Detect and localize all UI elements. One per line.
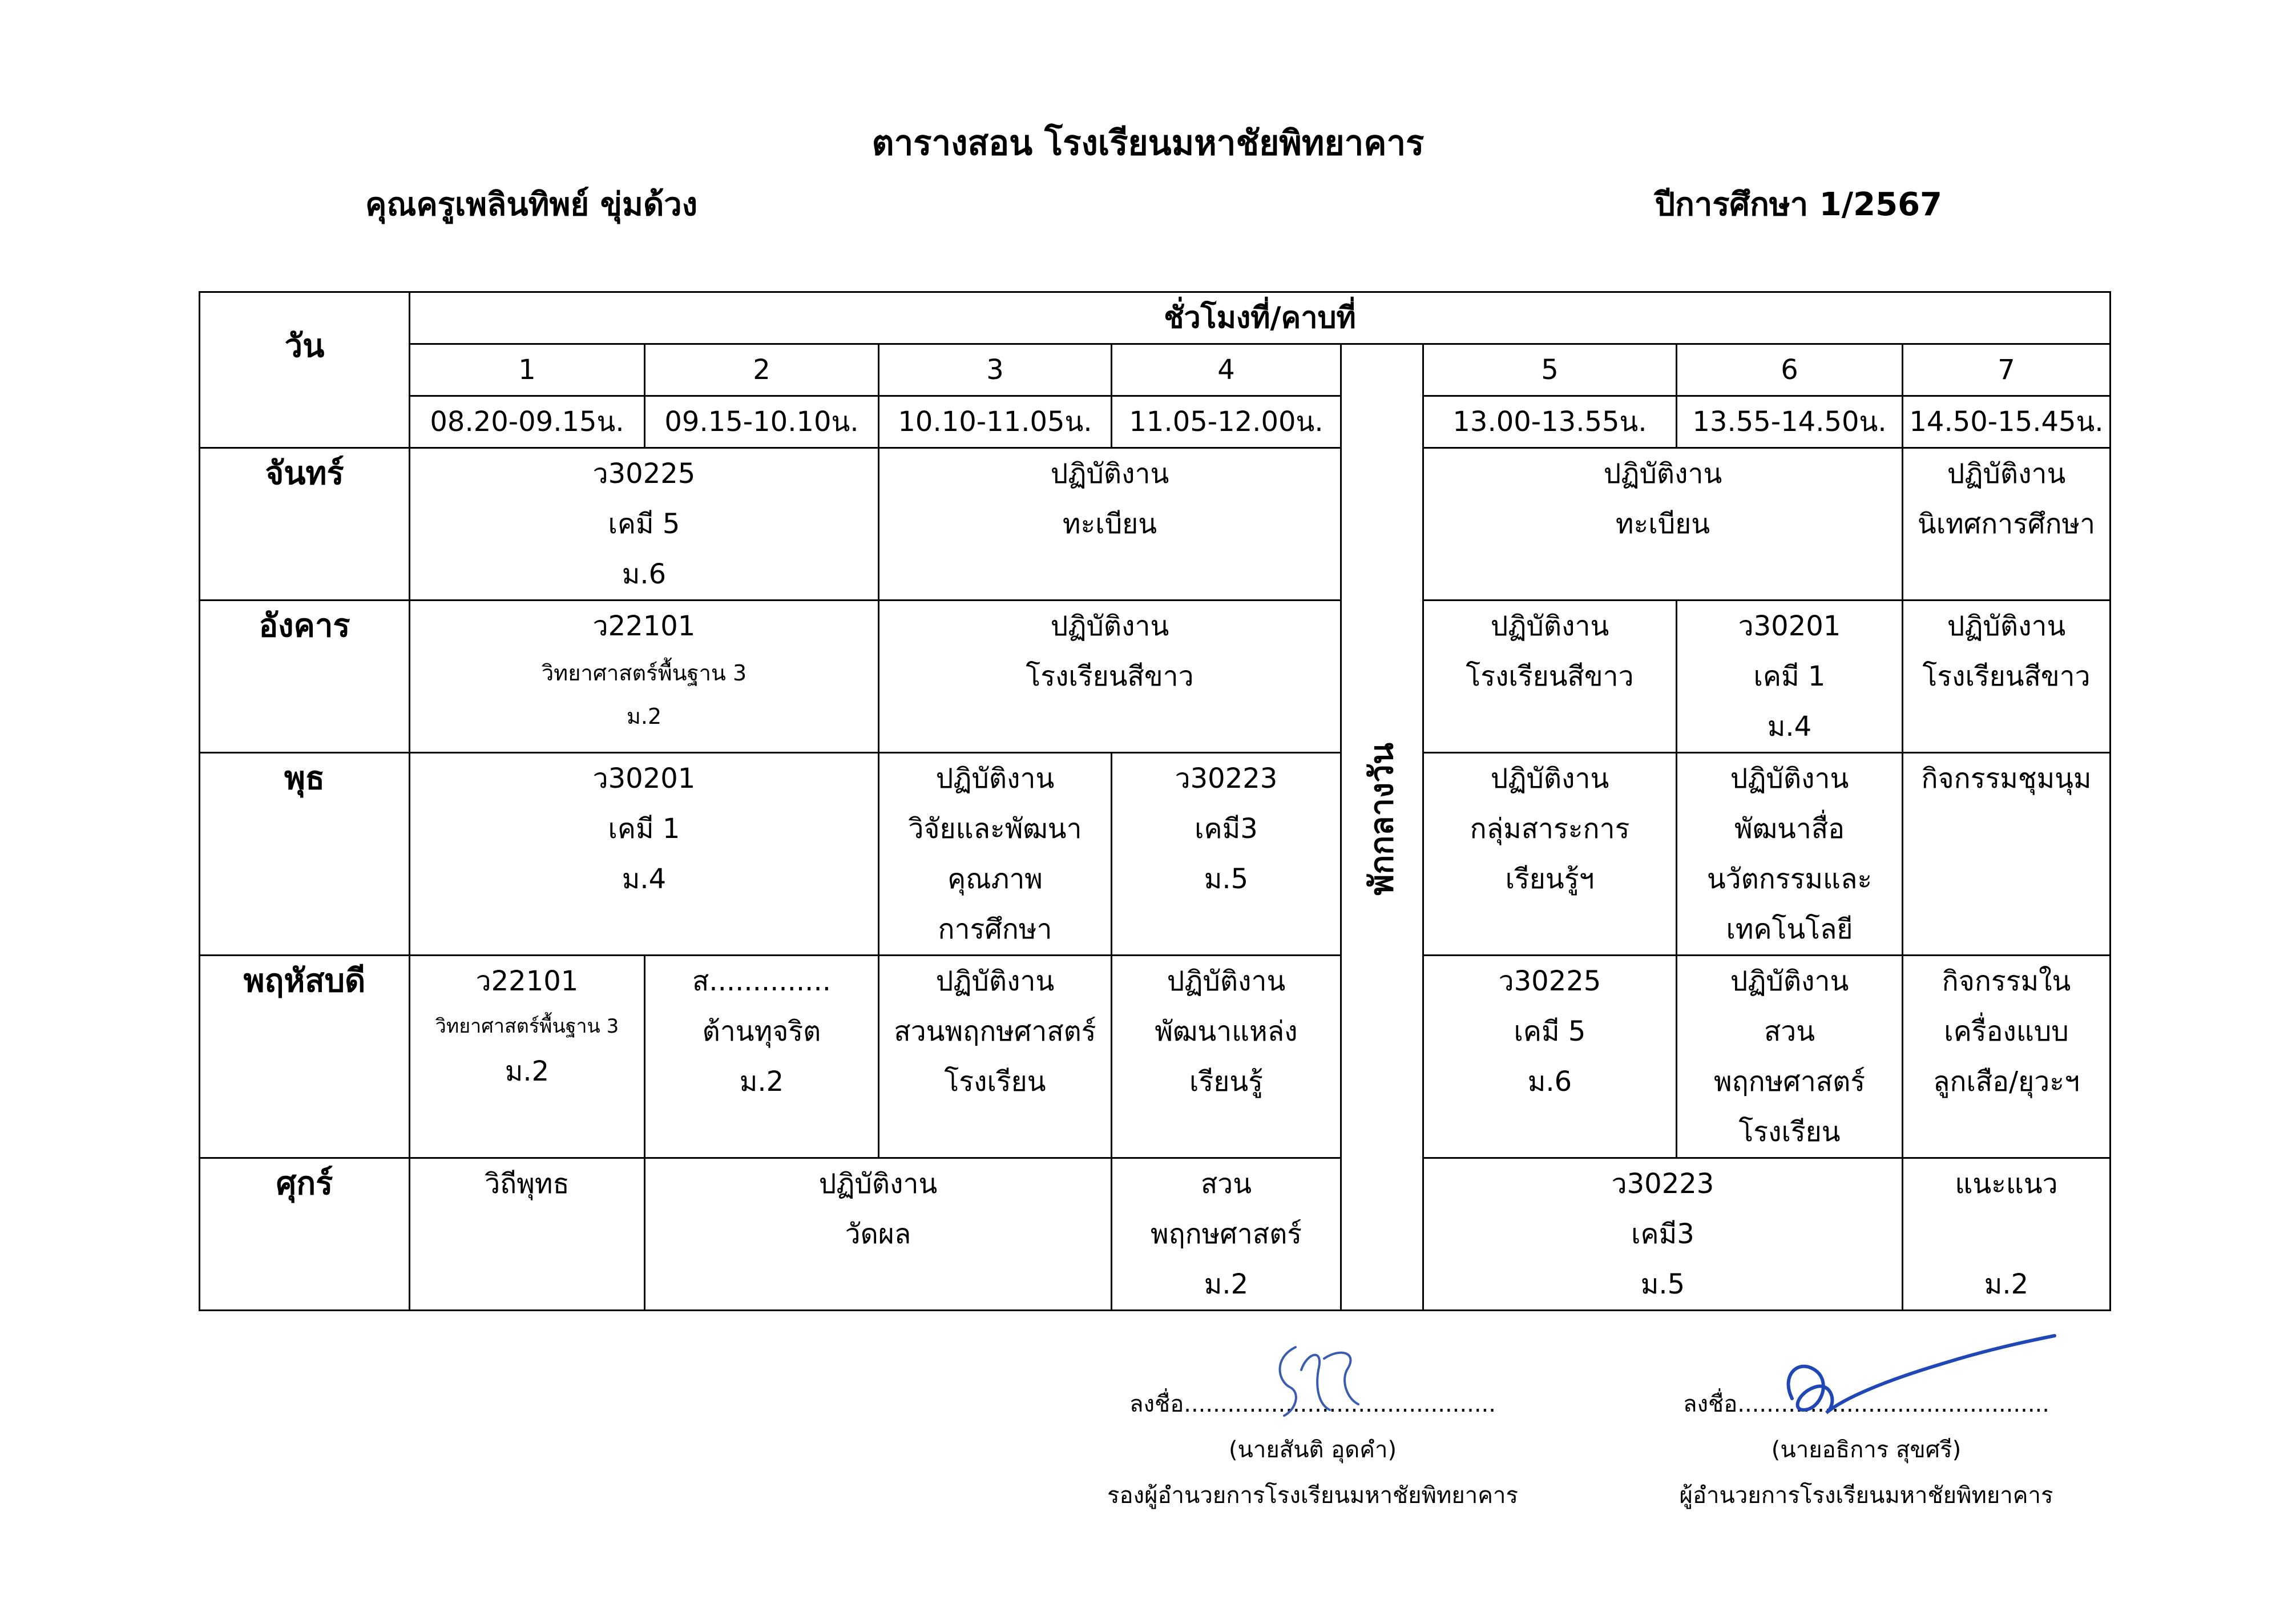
cell-line: วิถีพุทธ xyxy=(485,1168,570,1200)
period-number: 6 xyxy=(1677,344,1903,396)
duty-cell xyxy=(645,1158,1112,1311)
row-monday xyxy=(200,448,2111,601)
period-time: 13.00-13.55น. xyxy=(1423,396,1677,448)
signature-mark xyxy=(1769,1330,2066,1427)
teacher-name: คุณครูเพลินทิพย์ ขุ่มด้วง xyxy=(365,186,698,223)
subject-name: เคมี3 xyxy=(1631,1218,1694,1250)
row-tuesday xyxy=(200,601,2111,753)
activity-cell xyxy=(1903,956,2111,1158)
cell-line: วิจัยและพัฒนา xyxy=(908,813,1082,845)
day-column-header: วัน xyxy=(200,292,410,448)
class-level: ม.5 xyxy=(1204,863,1249,895)
cell-line: เทคโนโลยี xyxy=(1726,913,1853,945)
subject-code: ว30223 xyxy=(1175,763,1278,795)
day-name: จันทร์ xyxy=(200,448,410,601)
subject-code: ว30225 xyxy=(592,458,696,490)
row-wednesday xyxy=(200,753,2111,956)
subject-name: ต้านทุจริต xyxy=(702,1015,821,1047)
page-title: ตารางสอน โรงเรียนมหาชัยพิทยาคาร xyxy=(871,123,1425,163)
class-cell xyxy=(410,956,645,1158)
day-name: อังคาร xyxy=(200,601,410,753)
period-header: ชั่วโมงที่/คาบที่ xyxy=(410,292,2111,344)
class-level: ม.6 xyxy=(1527,1066,1572,1098)
subject-code: ว22101 xyxy=(592,610,696,642)
class-level: ม.2 xyxy=(739,1066,784,1098)
header-row-times xyxy=(200,396,2111,448)
duty-cell xyxy=(879,753,1112,956)
period-time: 11.05-12.00น. xyxy=(1112,396,1341,448)
duty-cell xyxy=(879,956,1112,1158)
cell-line: ปฏิบัติงาน xyxy=(1947,458,2066,490)
cell-line: ปฏิบัติงาน xyxy=(1730,763,1849,795)
period-number: 7 xyxy=(1903,344,2111,396)
cell-line: สวนพฤกษศาสตร์ xyxy=(894,1015,1096,1047)
subject-code: ว30201 xyxy=(1738,610,1841,642)
subject-code: ว22101 xyxy=(475,965,579,997)
signer-position: ผู้อำนวยการโรงเรียนมหาชัยพิทยาคาร xyxy=(1679,1482,2053,1509)
cell-line: พัฒนาแหล่ง xyxy=(1155,1015,1298,1047)
cell-line: เรียนรู้ xyxy=(1189,1066,1263,1098)
cell-line: โรงเรียนสีขาว xyxy=(1026,660,1194,692)
class-cell xyxy=(1112,753,1341,956)
cell-line: สวน xyxy=(1200,1168,1252,1200)
subject-name: เคมี 5 xyxy=(608,508,680,540)
cell-line: ทะเบียน xyxy=(1615,508,1710,540)
cell-line: โรงเรียน xyxy=(944,1066,1046,1098)
signer-name: (นายอธิการ สุขศรี) xyxy=(1771,1437,1962,1463)
cell-line: ปฏิบัติงาน xyxy=(1490,763,1609,795)
signature-mark xyxy=(1261,1336,1375,1427)
timetable xyxy=(199,291,2111,1311)
lunch-break-label: พักกลางวัน xyxy=(1363,743,1401,896)
class-level: ม.2 xyxy=(1984,1268,2029,1300)
cell-line: ปฏิบัติงาน xyxy=(1603,458,1722,490)
sign-line: ลงชื่อ........................................... xyxy=(1683,1391,2049,1417)
class-cell xyxy=(1903,1158,2111,1311)
cell-line: กลุ่มสาระการ xyxy=(1470,813,1630,845)
class-level: ม.5 xyxy=(1640,1268,1685,1300)
class-level: ม.2 xyxy=(1204,1268,1249,1300)
day-name: พฤหัสบดี xyxy=(200,956,410,1158)
class-cell xyxy=(410,601,879,753)
cell-line: กิจกรรมชุมนุม xyxy=(1921,763,2092,795)
cell-line: พฤกษศาสตร์ xyxy=(1713,1066,1866,1098)
period-number: 1 xyxy=(410,344,645,396)
duty-cell xyxy=(1903,601,2111,753)
signer-name: (นายสันติ อุดคำ) xyxy=(1228,1437,1397,1463)
period-time: 08.20-09.15น. xyxy=(410,396,645,448)
duty-cell xyxy=(1677,956,1903,1158)
day-name: ศุกร์ xyxy=(200,1158,410,1311)
subject-name: เคมี 5 xyxy=(1514,1015,1586,1047)
cell-line: ลูกเสือ/ยุวะฯ xyxy=(1933,1066,2080,1098)
period-time: 13.55-14.50น. xyxy=(1677,396,1903,448)
period-time: 10.10-11.05น. xyxy=(879,396,1112,448)
activity-cell xyxy=(1903,753,2111,956)
class-cell xyxy=(1423,956,1677,1158)
period-number: 3 xyxy=(879,344,1112,396)
cell-line: การศึกษา xyxy=(938,913,1052,945)
cell-line xyxy=(1906,1209,2107,1259)
sign-line: ลงชื่อ........................................... xyxy=(1129,1391,1496,1417)
cell-line: ปฏิบัติงาน xyxy=(1730,965,1849,997)
class-level: ม.6 xyxy=(622,558,667,590)
cell-line: เครื่องแบบ xyxy=(1944,1015,2069,1047)
class-cell xyxy=(645,956,879,1158)
duty-cell xyxy=(1903,448,2111,601)
cell-line: วัดผล xyxy=(845,1218,911,1250)
period-number: 5 xyxy=(1423,344,1677,396)
class-level: ม.4 xyxy=(622,863,667,895)
class-cell xyxy=(1677,601,1903,753)
cell-line: ทะเบียน xyxy=(1062,508,1157,540)
signature-block-deputy xyxy=(1090,1381,1535,1518)
cell-line: โรงเรียนสีขาว xyxy=(1466,660,1634,692)
subject-code: ว30225 xyxy=(1498,965,1601,997)
duty-cell xyxy=(1112,956,1341,1158)
cell-line: สวน xyxy=(1764,1015,1815,1047)
cell-line: โรงเรียนสีขาว xyxy=(1922,660,2091,692)
class-cell xyxy=(410,753,879,956)
subject-name: เคมี 1 xyxy=(1753,660,1826,692)
cell-line: พฤกษศาสตร์ xyxy=(1150,1218,1302,1250)
subject-code: ส.............. xyxy=(692,965,831,997)
cell-line: พัฒนาสื่อ xyxy=(1734,813,1845,845)
subject-code: ว30201 xyxy=(592,763,696,795)
class-level: ม.2 xyxy=(505,1055,550,1087)
cell-line: ปฏิบัติงาน xyxy=(1947,610,2066,642)
class-level: ม.2 xyxy=(626,704,662,729)
duty-cell xyxy=(1423,753,1677,956)
cell-line: เรียนรู้ฯ xyxy=(1505,863,1595,895)
cell-line: ปฏิบัติงาน xyxy=(935,763,1055,795)
cell-line: ปฏิบัติงาน xyxy=(1490,610,1609,642)
subject-name: วิทยาศาสตร์พื้นฐาน 3 xyxy=(541,660,747,686)
cell-line: โรงเรียน xyxy=(1738,1116,1841,1148)
cell-line: ปฏิบัติงาน xyxy=(935,965,1055,997)
class-cell xyxy=(410,448,879,601)
subject-name: เคมี 1 xyxy=(608,813,680,845)
cell-line: นิเทศการศึกษา xyxy=(1917,508,2096,540)
cell-line: คุณภาพ xyxy=(947,863,1043,895)
period-number: 2 xyxy=(645,344,879,396)
row-friday xyxy=(200,1158,2111,1311)
subject-code: ว30223 xyxy=(1611,1168,1714,1200)
duty-cell xyxy=(879,448,1341,601)
header-row-label xyxy=(200,292,2111,344)
subject-name: วิทยาศาสตร์พื้นฐาน 3 xyxy=(435,1015,619,1038)
header-row-periods xyxy=(200,344,2111,396)
class-cell xyxy=(1112,1158,1341,1311)
cell-line: นวัตกรรมและ xyxy=(1706,863,1873,895)
academic-year: ปีการศึกษา 1/2567 xyxy=(1655,186,1942,223)
duty-cell xyxy=(879,601,1341,753)
subject-name: เคมี3 xyxy=(1195,813,1258,845)
activity-cell xyxy=(410,1158,645,1311)
day-name: พุธ xyxy=(200,753,410,956)
row-thursday xyxy=(200,956,2111,1158)
cell-line: ปฏิบัติงาน xyxy=(1050,610,1169,642)
period-number: 4 xyxy=(1112,344,1341,396)
cell-line: กิจกรรมใน xyxy=(1942,965,2071,997)
signer-position: รองผู้อำนวยการโรงเรียนมหาชัยพิทยาคาร xyxy=(1107,1482,1518,1509)
signature-block-director xyxy=(1632,1381,2100,1518)
duty-cell xyxy=(1423,448,1903,601)
cell-line: ปฏิบัติงาน xyxy=(1167,965,1286,997)
period-time: 09.15-10.10น. xyxy=(645,396,879,448)
class-cell xyxy=(1423,1158,1903,1311)
class-level: ม.4 xyxy=(1767,711,1812,743)
lunch-break-column xyxy=(1341,344,1423,1311)
cell-line: ปฏิบัติงาน xyxy=(1050,458,1169,490)
cell-line: แนะแนว xyxy=(1955,1168,2058,1200)
duty-cell xyxy=(1677,753,1903,956)
period-time: 14.50-15.45น. xyxy=(1903,396,2111,448)
cell-line: ปฏิบัติงาน xyxy=(818,1168,938,1200)
duty-cell xyxy=(1423,601,1677,753)
